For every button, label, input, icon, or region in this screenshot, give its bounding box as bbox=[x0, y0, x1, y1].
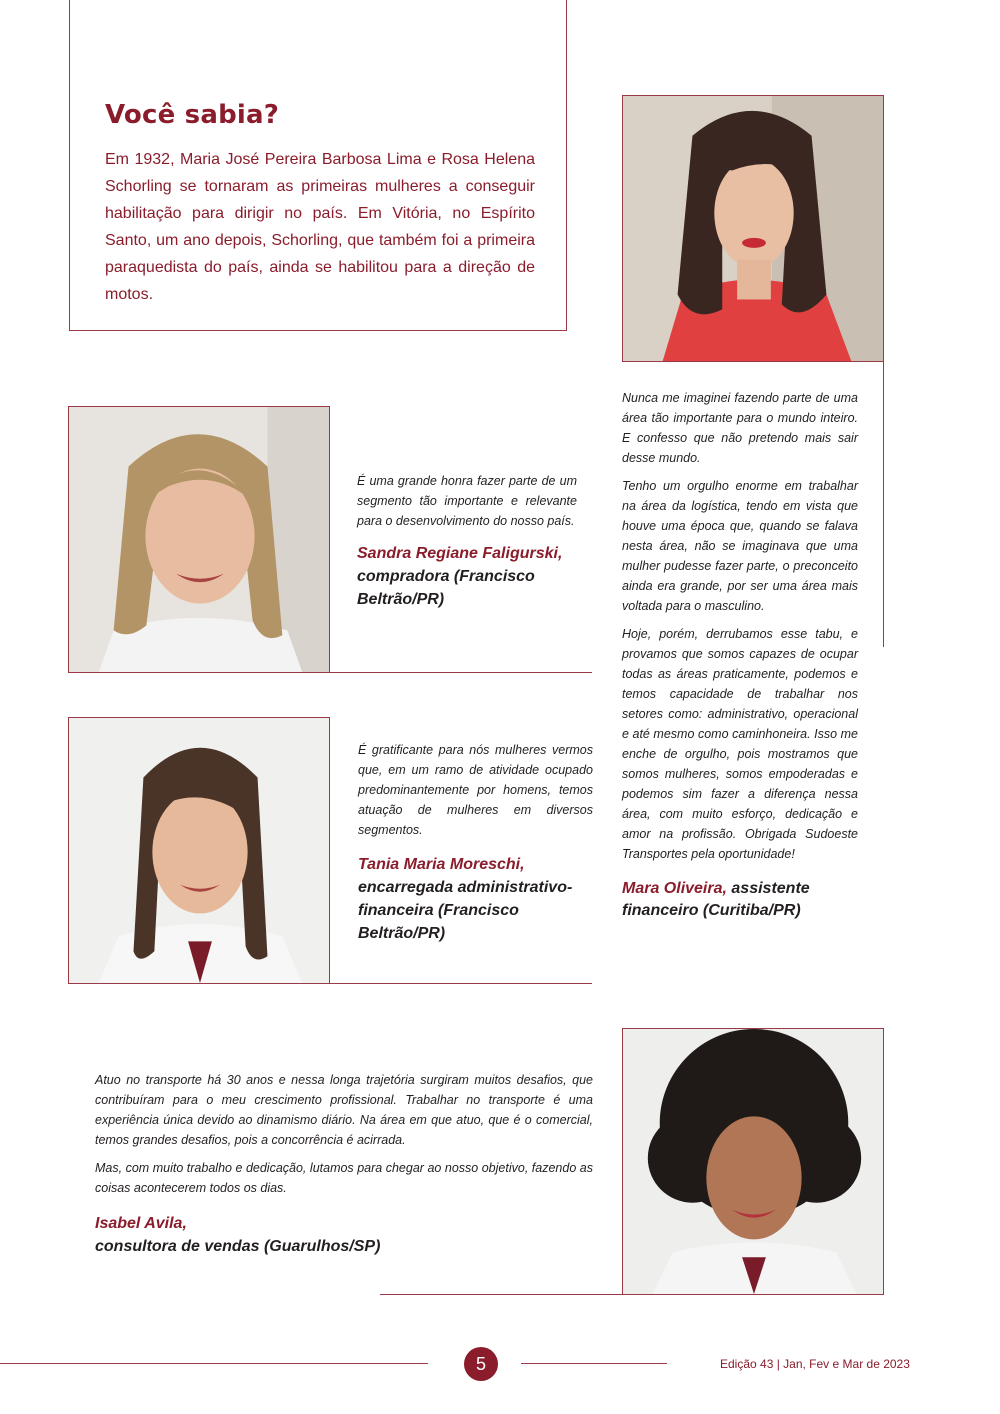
sandra-quote: É uma grande honra fazer parte de um segmento tão importante e relevante para o desenvolvimento do nosso país. bbox=[357, 474, 577, 528]
sandra-photo bbox=[68, 406, 330, 673]
tania-rule bbox=[330, 983, 592, 984]
isabel-role: consultora de vendas (Guarulhos/SP) bbox=[95, 1238, 381, 1255]
isabel-quote bbox=[95, 1070, 593, 1206]
mara-photo bbox=[622, 95, 884, 362]
mara-role: assistente financeiro (Curitiba/PR) bbox=[622, 880, 810, 919]
isabel-rule bbox=[380, 1294, 622, 1295]
did-you-know-title: Você sabia? bbox=[105, 100, 280, 130]
mara-quote bbox=[622, 388, 858, 872]
edition-label: Edição 43 | Jan, Fev e Mar de 2023 bbox=[720, 1357, 910, 1371]
sandra-name: Sandra Regiane Faligurski, bbox=[357, 545, 563, 562]
tania-role: encarregada administrativo-financeira (Francisco Beltrão/PR) bbox=[358, 879, 573, 942]
page-number: 5 bbox=[464, 1347, 498, 1381]
mara-quote-p1: Nunca me imaginei fazendo parte de uma área tão importante para o mundo inteiro. E confesso que não pretendo mais sair desse mundo. bbox=[622, 391, 858, 465]
mara-quote-p3: Hoje, porém, derrubamos esse tabu, e provamos que somos capazes de ocupar todas as áreas praticamente, podemos e temos capacidade de trabalhar nos setores como: administrativo, operacional e até mesmo como caminhoneira. Isso me enche de orgulho, pois mostramos que somos mulheres, somos empoderadas e podemos sim fazer a diferença nessa área, com muito esforço, dedicação e amor na profissão. Obrigada Sudoeste Transportes pela oportunidade! bbox=[622, 627, 858, 861]
mara-signature bbox=[622, 878, 852, 922]
tania-name: Tania Maria Moreschi, bbox=[358, 856, 525, 873]
footer-rule-right bbox=[521, 1363, 667, 1364]
tania-photo bbox=[68, 717, 330, 984]
sandra-rule bbox=[330, 672, 592, 673]
isabel-quote-p2: Mas, com muito trabalho e dedicação, lutamos para chegar ao nosso objetivo, fazendo as coisas acontecerem todos os dias. bbox=[95, 1161, 593, 1195]
sandra-role: compradora (Francisco Beltrão/PR) bbox=[357, 568, 535, 608]
tania-quote: É gratificante para nós mulheres vermos que, em um ramo de atividade ocupado predominantemente por homens, temos atuação de mulheres em diversos segmentos. bbox=[358, 743, 593, 837]
isabel-quote-p1: Atuo no transporte há 30 anos e nessa longa trajetória surgiram muitos desafios, que contribuíram para o meu crescimento profissional. Trabalhar no transporte é uma experiência única devido ao dinamismo diário. Na área em que atuo, que é o comercial, temos grandes desafios, pois a concorrência é acirrada. bbox=[95, 1073, 593, 1147]
mara-vertical-rule bbox=[883, 362, 884, 647]
did-you-know-text: Em 1932, Maria José Pereira Barbosa Lima e Rosa Helena Schorling se tornaram as primeiras mulheres a conseguir habilitação para dirigir no país. Em Vitória, no Espírito Santo, um ano depois, Schorling, que também foi a primeira paraquedista do país, ainda se habilitou para a direção de motos. bbox=[105, 151, 535, 303]
isabel-photo bbox=[622, 1028, 884, 1295]
isabel-name: Isabel Avila, bbox=[95, 1215, 187, 1232]
footer-rule-left bbox=[0, 1363, 428, 1364]
mara-quote-p2: Tenho um orgulho enorme em trabalhar na área da logística, tendo em vista que houve uma época que, quando se falava nesta área, não se imaginava que uma mulher pudesse fazer parte, o preconceito ainda era grande, por ser uma área mais voltada para o masculino. bbox=[622, 479, 858, 613]
mara-name: Mara Oliveira, bbox=[622, 880, 727, 897]
